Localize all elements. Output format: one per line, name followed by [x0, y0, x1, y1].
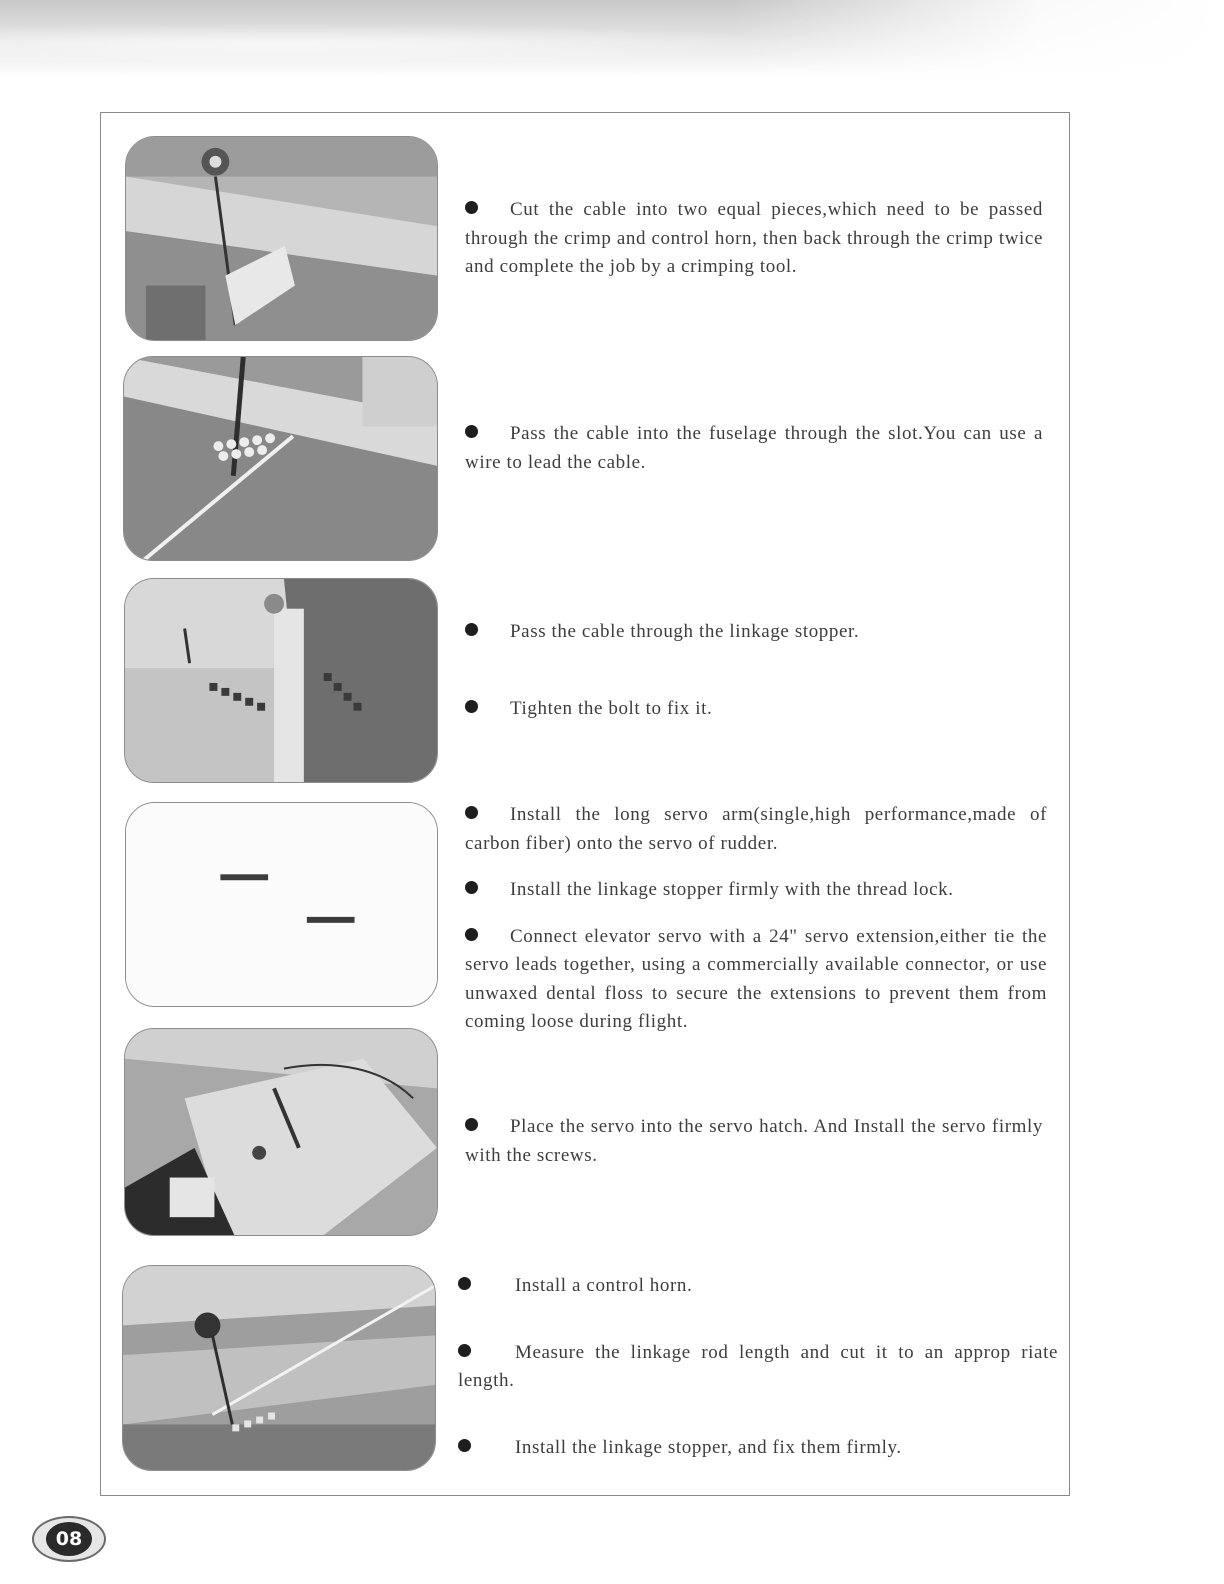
bullet-icon: [465, 201, 478, 214]
step-4-paragraph-2: Install the linkage stopper firmly with the thread lock.: [465, 876, 1047, 905]
step-2-paragraph-1: Pass the cable into the fuselage through the slot.You can use a wire to lead the cable.: [465, 423, 1043, 473]
step-5-paragraph-1: Place the servo into the servo hatch. And Install the servo firmly with the screws.: [465, 1116, 1043, 1166]
step-4-paragraph-1: Install the long servo arm(single,high performance,made of carbon fiber) onto the servo of rudder.: [465, 804, 1047, 854]
bullet-icon: [465, 1118, 478, 1131]
step-3-paragraph-1: Pass the cable through the linkage stopper.: [465, 618, 1043, 647]
header-band: [0, 0, 1224, 78]
bullet-icon: [465, 881, 478, 894]
photo-crimp-cable: [125, 136, 438, 341]
step-6-paragraph-2: Measure the linkage rod length and cut it to an approp riate length.: [458, 1341, 1058, 1391]
step-1-text: [465, 196, 1043, 282]
page-number-badge: [32, 1516, 108, 1564]
photo-linkage-stopper: [124, 578, 438, 783]
step-6-paragraph-1: Install a control horn.: [458, 1272, 1058, 1301]
step-1-paragraph-1: Cut the cable into two equal pieces,which need to be passed through the crimp and control horn, then back through the crimp twice and complete the job by a crimping tool.: [465, 199, 1043, 277]
bullet-icon: [458, 1439, 471, 1452]
step-3-text: [465, 618, 1043, 723]
step-6-text: [458, 1272, 1058, 1462]
bullet-icon: [465, 700, 478, 713]
step-3-paragraph-2: Tighten the bolt to fix it.: [465, 695, 1043, 724]
step-4-paragraph-3: Connect elevator servo with a 24" servo extension,either tie the servo leads together, using a commercially available connector, or use unwaxed dental floss to secure the extensions to prevent them from coming loose during flight.: [465, 925, 1047, 1032]
step-6-paragraph-3: Install the linkage stopper, and fix them firmly.: [458, 1434, 1058, 1463]
bullet-icon: [465, 806, 478, 819]
step-5-text: [465, 1113, 1043, 1170]
bullet-icon: [458, 1344, 471, 1357]
page-number: 08: [46, 1522, 92, 1556]
bullet-icon: [465, 928, 478, 941]
photo-servo-arm-parts: [125, 802, 438, 1007]
bullet-icon: [458, 1277, 471, 1290]
step-4-text: [465, 801, 1047, 1037]
bullet-icon: [465, 425, 478, 438]
photo-servo-hatch: [124, 1028, 438, 1236]
bullet-icon: [465, 623, 478, 636]
photo-control-horn: [122, 1265, 436, 1471]
step-2-text: [465, 420, 1043, 477]
photo-fuselage-slot: [123, 356, 438, 561]
